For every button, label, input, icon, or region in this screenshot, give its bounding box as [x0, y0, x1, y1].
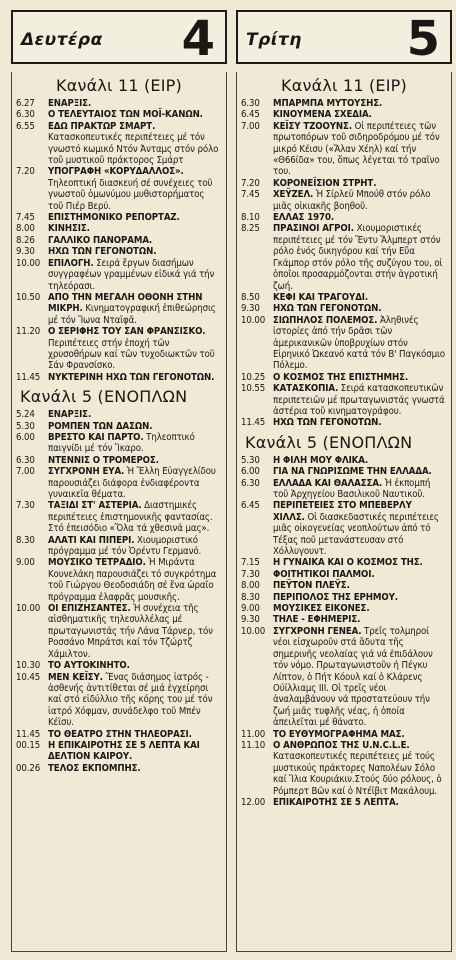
program-time: 9.00 — [16, 557, 35, 569]
program-title: ΤΟ ΑΥΤΟΚΙΝΗΤΟ. — [48, 660, 130, 672]
program-title: ΕΠΙΚΑΙΡΟΤΗΣ ΣΕ 5 ΛΕΠΤΑ. — [273, 796, 399, 808]
program-description: Χιουμοριστικές περιπέτειες μέ τόν Ἔντυ Ἄλμπερτ στόν ρόλο ἑνός δικηγόρου καί τήν Εὔα Γκάμπορ στόν ρόλο τῆς συζύγου του, οἱ ὁποῖοι προσαρμόζονται στήν ἀγροτική ζωή. — [273, 223, 443, 292]
program-item — [12, 409, 226, 420]
program-item — [12, 660, 226, 671]
program-time: 6.00 — [241, 466, 260, 478]
program-time: 10.00 — [16, 603, 41, 615]
program-title: ΗΧΩ ΤΩΝ ΓΕΓΟΝΟΤΩΝ. — [273, 417, 382, 429]
program-time: 5.30 — [241, 454, 260, 466]
program-time: 10.50 — [16, 291, 41, 303]
program-item — [237, 178, 451, 189]
program-item — [237, 500, 451, 557]
program-title: ΤΟ ΘΕΑΤΡΟ ΣΤΗΝ ΤΗΛΕΟΡΑΣΙ. — [48, 728, 192, 740]
program-item — [12, 740, 226, 763]
program-time: 7.00 — [241, 120, 260, 132]
program-item — [12, 466, 226, 500]
program-item — [237, 223, 451, 291]
program-time: 8.50 — [241, 291, 260, 303]
program-title: ΓΑΛΛΙΚΟ ΠΑΝΟΡΑΜΑ. — [48, 234, 153, 246]
program-item — [237, 603, 451, 614]
program-description: Ἀληθινές ἱστορίες ἀπό τήν δρᾶσι τῶν ἀμερικανικῶν ὑποβρυχίων στόν Εἰρηνικό Ὠκεανό κατά τόν Β' Παγκόσμιο Πόλεμο. — [273, 314, 445, 372]
program-title: ΚΑΤΑΣΚΟΠΙΑ. — [273, 383, 339, 395]
program-item — [237, 592, 451, 603]
program-time: 6.30 — [241, 477, 260, 489]
program-title: ΜΕΝ ΚΕΪΣΥ. — [48, 671, 103, 683]
program-title: ΡΟΜΠΕΝ ΤΩΝ ΔΑΣΩΝ. — [48, 420, 153, 432]
program-title: ΣΥΓΧΡΟΝΗ ΕΥΑ. — [48, 466, 125, 478]
program-title: Ο ΚΟΣΜΟΣ ΤΗΣ ΕΠΙΣΤΗΜΗΣ. — [273, 371, 409, 383]
program-item — [237, 740, 451, 797]
program-title: ΦΟΙΤΗΤΙΚΟΙ ΠΑΛΜΟΙ. — [273, 568, 375, 580]
program-time: 7.00 — [16, 466, 35, 478]
program-time: 7.30 — [16, 500, 35, 512]
program-time: 11.10 — [241, 739, 266, 751]
program-item — [237, 292, 451, 303]
program-item — [12, 212, 226, 223]
program-item — [237, 626, 451, 729]
program-title: ΕΝΑΡΞΙΣ. — [48, 98, 92, 109]
program-item — [12, 455, 226, 466]
program-title: ΚΟΡΟΝΕΪΣΙΟΝ ΣΤΡΗΤ. — [273, 177, 377, 189]
program-time: 10.25 — [241, 371, 266, 383]
program-time: 9.30 — [241, 303, 260, 315]
program-title: ΓΙΑ ΝΑ ΓΝΩΡΙΣΩΜΕ ΤΗΝ ΕΛΛΑΔΑ. — [273, 466, 432, 478]
program-description: Σειρά ἔργων διασήμων συγγραφέων γραμμένων εἰδικά γιά τήν τηλεόρασι. — [48, 257, 215, 292]
program-title: ΚΕΪΣΥ ΤΖΟΟΥΝΣ. — [273, 120, 353, 132]
program-item — [237, 478, 451, 501]
program-time: 6.45 — [241, 109, 260, 121]
program-time: 8.00 — [16, 223, 35, 235]
program-description: Τηλεοπτική διασκευή σέ συνέχειες τοῦ γνωστοῦ ὁμωνύμου μυθιστορήματος τοῦ Πιέρ Βερύ. — [48, 177, 213, 212]
program-time: 10.00 — [16, 257, 41, 269]
program-time: 11.45 — [241, 417, 266, 429]
program-time: 7.20 — [16, 166, 35, 178]
program-title: ΝΤΕΝΝΙΣ Ο ΤΡΟΜΕΡΟΣ. — [48, 454, 159, 466]
program-title: ΤΗΛΕ - ΕΦΗΜΕΡΙΣ. — [273, 614, 361, 626]
program-description: Κινηματογραφική ἐπιθεώρησις μέ τόν Ἴωνα Νταϊφᾶ. — [48, 303, 216, 326]
program-time: 9.30 — [16, 246, 35, 258]
program-item — [12, 258, 226, 292]
program-time: 12.00 — [241, 796, 266, 808]
program-title: ΝΥΚΤΕΡΙΝΗ ΗΧΩ ΤΩΝ ΓΕΓΟΝΟΤΩΝ. — [48, 371, 215, 383]
program-description: Ἡ συνέχεια τῆς αἰσθηματικῆς τηλεσυλλέλας μέ πρωταγωνιστάς τήν Λάνα Τάρνερ, τόν Ροσσάνο Μπράτσι καί τόν Τζώρτζ Χάμιλτον. — [48, 603, 213, 660]
monday-header — [11, 10, 227, 67]
program-title: ΚΙΝΟΥΜΕΝΑ ΣΧΕΔΙΑ. — [273, 109, 372, 121]
program-item — [237, 121, 451, 178]
program-time: 11.45 — [16, 728, 41, 740]
day-number: 4 — [181, 11, 215, 67]
program-title: ΕΔΩ ΠΡΑΚΤΩΡ ΣΜΑΡΤ. — [48, 120, 156, 132]
program-item — [12, 557, 226, 603]
program-item — [12, 292, 226, 326]
program-item — [12, 235, 226, 246]
program-description: Οἱ διασκεδαστικές περιπέτειες μιᾶς οἰκογενείας νεοπλούτων ἀπό τό Τέξας ποῦ μετανάστευσαν στό Χόλλυγουντ. — [273, 511, 439, 558]
program-description: Ἡ ἐκπομπή τοῦ Ἀρχηγείου Βασιλικοῦ Ναυτικοῦ. — [273, 477, 431, 500]
program-time: 6.30 — [16, 109, 35, 121]
program-title: ΤΑΞΙΔΙ ΣΤ' ΑΣΤΕΡΙΑ. — [48, 500, 142, 512]
program-time: 10.45 — [16, 671, 41, 683]
program-description: Ἡ Μιράντα Κουνελάκη παρουσιάζει τό συγκρότημα τοῦ Γιώργου Θεοδοσιάδη σέ ἕνα ὡραῖο πρόγραμμα ἐλαφρᾶς μουσικῆς. — [48, 557, 217, 603]
program-item — [237, 315, 451, 372]
program-item — [12, 432, 226, 455]
program-time: 9.00 — [241, 603, 260, 615]
program-description: Ἡ Σίρλεϋ Μπούθ στόν ρόλο μιᾶς οἰκιακῆς βοηθοῦ. — [273, 189, 431, 212]
program-title: ΥΠΟΓΡΑΦΗ «ΚΟΡΥΔΑΛΛΟΣ». — [48, 166, 184, 178]
day-number: 5 — [406, 11, 440, 67]
program-title: ΧΕΫΖΕΛ. — [273, 189, 314, 201]
program-title: ΒΡΕΣΤΟ ΚΑΙ ΠΑΡΤΟ. — [48, 431, 144, 443]
program-title: Η ΕΠΙΚΑΙΡΟΤΗΣ ΣΕ 5 ΛΕΠΤΑ ΚΑΙ ΔΕΛΤΙΟΝ ΚΑΙΡΟΥ. — [48, 739, 200, 763]
program-title: ΠΕΡΙΠΟΛΟΣ ΤΗΣ ΕΡΗΜΟΥ. — [273, 591, 398, 603]
program-time: 6.27 — [16, 98, 35, 109]
monday-column — [11, 10, 227, 952]
program-item — [12, 223, 226, 234]
monday-listing-box — [11, 72, 227, 952]
program-description: Περιπέτειες στήν ἐποχή τῶν χρυσοθήρων καί τῶν τυχοδιωκτῶν τοῦ Σάν Φρανσίσκο. — [48, 337, 215, 372]
program-time: 00.26 — [16, 762, 41, 774]
program-description: Τρεῖς τολμηροί νέοι εἰσχωροῦν στά ἄδυτα τῆς σημερινῆς νεολαίας γιά νά ἐπιδάλουν τόν νόμο. Πρωταγωνιστοῦν ἡ Πέγκυ Λίπτον, ὁ Πήτ Κόουλ καί ὁ Κλάρενς Ούϊλλιαμς III. Οἱ τρεῖς νέοι ἀναλαμβάνουν νά προστατεύουν τήν ζωή μιᾶς τυφλῆς νέας, ἡ ὁποία ἀπειλεῖται μέ θάνατο. — [273, 625, 433, 729]
program-time: 11.00 — [241, 728, 266, 740]
program-description: Ἡ Ἔλλη Εὐαγγελίδου παρουσιάζει διάφορα ἐνδιαφέροντα γυναικεῖα θέματα. — [48, 466, 216, 500]
program-time: 10.55 — [241, 383, 266, 395]
channel-heading: Κανάλι 5 (ΕΝΟΠΛΩΝ — [245, 432, 413, 452]
tuesday-listing-box — [236, 72, 452, 952]
program-time: 6.00 — [16, 431, 35, 443]
program-time: 8.00 — [241, 580, 260, 592]
program-item — [237, 303, 451, 314]
program-item — [12, 372, 226, 383]
program-time: 9.30 — [241, 614, 260, 626]
program-title: ΗΧΩ ΤΩΝ ΓΕΓΟΝΟΤΩΝ. — [273, 303, 382, 315]
program-title: ΚΕΦΙ ΚΑΙ ΤΡΑΓΟΥΔΙ. — [273, 291, 369, 303]
program-item — [237, 614, 451, 625]
program-time: 8.10 — [241, 212, 260, 224]
program-list — [12, 98, 226, 383]
tuesday-header — [236, 10, 452, 67]
program-item — [12, 500, 226, 534]
program-title: ΕΛΛΑΣ 1970. — [273, 212, 335, 224]
program-item — [12, 672, 226, 729]
program-title: ΣΥΓΧΡΟΝΗ ΓΕΝΕΑ. — [273, 625, 362, 637]
program-title: Η ΓΥΝΑΙΚΑ ΚΑΙ Ο ΚΟΣΜΟΣ ΤΗΣ. — [273, 557, 423, 569]
program-time: 8.30 — [241, 591, 260, 603]
program-description: Τηλεοπτικό παιγνίδι μέ τόν Ἴκαρο. — [48, 431, 195, 455]
program-time: 8.25 — [241, 223, 260, 235]
program-time: 10.30 — [16, 660, 41, 672]
program-item — [12, 535, 226, 558]
program-title: Ο ΣΕΡΙΦΗΣ ΤΟΥ ΣΑΝ ΦΡΑΝΣΙΣΚΟ. — [48, 326, 206, 338]
program-title: ΗΧΩ ΤΩΝ ΓΕΓΟΝΟΤΩΝ. — [48, 246, 157, 258]
program-title: Η ΦΙΛΗ ΜΟΥ ΦΛΙΚΑ. — [273, 454, 369, 466]
program-item — [237, 383, 451, 417]
program-title: ΚΙΝΗΣΙΣ. — [48, 223, 90, 235]
program-description: Οἱ περιπέτειες τῶν πρωτοπόρων τοῦ σιδηροδρόμου μέ τόν μικρό Κέισυ («Ἄλαν Χέηλ) καί τήν «Θ66ίδα» του, ὅπως λέγεται τό τραῖνο του. — [273, 120, 440, 178]
program-time: 8.30 — [16, 534, 35, 546]
program-item — [12, 326, 226, 372]
day-name: Τρίτη — [246, 30, 302, 50]
program-description: Χιουμοριστικό πρόγραμμα μέ τόν Ὀρέντυ Γερμανό. — [48, 534, 202, 558]
program-list — [237, 455, 451, 809]
program-title: ΠΕΫΤΟΝ ΠΛΕΫΣ. — [273, 580, 350, 592]
program-time: 11.20 — [16, 326, 41, 338]
program-item — [237, 372, 451, 383]
program-list — [237, 98, 451, 429]
program-item — [237, 189, 451, 212]
program-description: Ἕνας διάσημος ἰατρός - ἀσθενής ἀντιτίθεται σέ μιά ἐγχείρησι καί στό εἰδύλλιο τῆς κόρης του μέ τόν ἰατρό Χόφμαν, συνάδελφο τοῦ Μπέν Κέϊσυ. — [48, 671, 213, 729]
channel-heading: Κανάλι 11 (ΕΙΡ) — [281, 76, 407, 95]
program-time: 11.45 — [16, 371, 41, 383]
program-time: 7.15 — [241, 557, 260, 569]
program-time: 7.30 — [241, 568, 260, 580]
program-title: ΣΙΩΠΗΛΟΣ ΠΟΛΕΜΟΣ. — [273, 314, 378, 326]
program-item — [12, 763, 226, 774]
program-item — [237, 417, 451, 428]
program-list — [12, 409, 226, 774]
program-title: ΑΛΑΤΙ ΚΑΙ ΠΙΠΕΡΙ. — [48, 534, 135, 546]
program-title: ΤΕΛΟΣ ΕΚΠΟΜΠΗΣ. — [48, 762, 141, 774]
program-title: ΕΛΛΑΔΑ ΚΑΙ ΘΑΛΑΣΣΑ. — [273, 477, 383, 489]
program-item — [237, 109, 451, 120]
program-item — [12, 421, 226, 432]
channel-heading: Κανάλι 11 (ΕΙΡ) — [56, 76, 182, 95]
program-description: Σειρά κατασκοπευτικῶν περιπετειῶν μέ πρωταγωνιστάς γνωστά ἀστέρια τοῦ κινηματογράφου. — [273, 383, 445, 417]
program-title: ΕΠΙΣΤΗΜΟΝΙΚΟ ΡΕΠΟΡΤΑΖ. — [48, 212, 180, 224]
program-time: 10.00 — [241, 314, 266, 326]
program-time: 7.20 — [241, 177, 260, 189]
program-item — [12, 729, 226, 740]
tuesday-column — [236, 10, 452, 952]
program-title: ΕΝΑΡΞΙΣ. — [48, 409, 92, 421]
program-time: 5.30 — [16, 420, 35, 432]
program-item — [237, 797, 451, 808]
program-item — [237, 98, 451, 109]
program-item — [12, 603, 226, 660]
program-item — [12, 121, 226, 167]
program-item — [12, 109, 226, 120]
day-name: Δευτέρα — [21, 30, 103, 50]
program-item — [237, 580, 451, 591]
program-time: 6.30 — [241, 98, 260, 109]
program-item — [237, 569, 451, 580]
program-title: ΤΟ ΕΥΘΥΜΟΓΡΑΦΗΜΑ ΜΑΣ. — [273, 728, 405, 740]
program-time: 6.45 — [241, 500, 260, 512]
program-item — [12, 166, 226, 212]
channel-heading: Κανάλι 5 (ΕΝΟΠΛΩΝ — [20, 387, 188, 407]
program-time: 7.45 — [241, 189, 260, 201]
program-time: 8.26 — [16, 234, 35, 246]
program-title: ΕΠΙΛΟΓΗ. — [48, 257, 94, 269]
program-item — [237, 729, 451, 740]
program-title: Ο ΤΕΛΕΥΤΑΙΟΣ ΤΩΝ ΜΟΪ-ΚΑΝΩΝ. — [48, 109, 203, 121]
program-title: Ο ΑΝΘΡΩΠΟΣ ΤΗΣ U.N.C.L.E. — [273, 739, 410, 751]
program-description: Κατασκοπευτικές περιπέτειες μέ τόν γνωστό κωμικό Ντόν Άνταμς στόν ρόλο τοῦ μυστικοῦ πράκτορος Σμάρτ — [48, 132, 219, 167]
program-description: Διαστημικές περιπέτειες ἐπιστημονικῆς φαντασίας. Στό ἐπεισόδιο «Ὅλα τά χθεσινά μας». — [48, 500, 213, 535]
program-title: ΜΟΥΣΙΚΟ ΤΕΤΡΑΔΙΟ. — [48, 557, 146, 569]
program-title: ΜΟΥΣΙΚΕΣ ΕΙΚΟΝΕΣ. — [273, 603, 370, 615]
program-time: 7.45 — [16, 212, 35, 224]
program-item — [237, 455, 451, 466]
program-time: 10.00 — [241, 625, 266, 637]
program-title: ΠΕΡΙΠΕΤΕΙΕΣ ΣΤΟ ΜΠΕΒΕΡΛΥ ΧΙΛΛΣ. — [273, 500, 412, 523]
program-item — [237, 557, 451, 568]
program-time: 00.15 — [16, 739, 41, 751]
program-time: 5.24 — [16, 409, 35, 421]
program-item — [12, 246, 226, 257]
program-item — [237, 212, 451, 223]
program-item — [12, 98, 226, 109]
program-title: ΠΡΑΣΙΝΟΙ ΑΓΡΟΙ. — [273, 223, 354, 235]
program-time: 6.55 — [16, 120, 35, 132]
program-time: 6.30 — [16, 454, 35, 466]
program-item — [237, 466, 451, 477]
program-title: ΟΙ ΕΠΙΖΗΣΑΝΤΕΣ. — [48, 603, 131, 615]
program-description: Κατασκοπευτικές περιπέτειες μέ τούς μυστικούς πράκτορες Ναπολέων Σόλο καί Ἴλια Κουριάκιν.Στούς δύο ρόλους, ὁ Ρόμπερτ Βῶν καί ὁ Ντέϊβιτ Μακάλουμ. — [273, 751, 442, 797]
program-title: ΑΠΟ ΤΗΝ ΜΕΓΑΛΗ ΟΘΟΝΗ ΣΤΗΝ ΜΙΚΡΗ. — [48, 291, 203, 315]
program-title: ΜΠΑΡΜΠΑ ΜΥΤΟΥΣΗΣ. — [273, 98, 383, 109]
